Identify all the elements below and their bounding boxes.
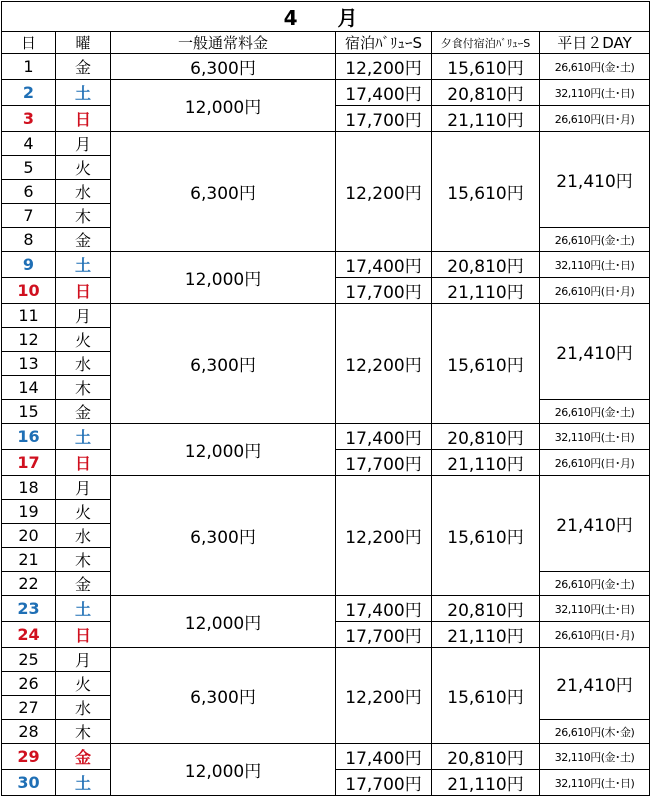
weekday-label: 月	[56, 132, 111, 156]
stay-value-cell: 17,400円	[336, 744, 432, 770]
day-number: 25	[2, 648, 56, 672]
dinner-stay-value-cell: 21,110円	[432, 450, 540, 476]
weekday-2day-cell: 26,610円(日･月)	[540, 106, 650, 132]
stay-value-cell: 17,400円	[336, 424, 432, 450]
general-rate-cell: 12,000円	[111, 80, 336, 132]
weekday-label: 土	[56, 80, 111, 106]
weekday-label: 火	[56, 500, 111, 524]
weekday-2day-cell: 21,410円	[540, 648, 650, 720]
day-number: 17	[2, 450, 56, 476]
stay-value-cell: 17,400円	[336, 80, 432, 106]
general-rate-cell: 6,300円	[111, 476, 336, 596]
month-title: 4 月	[2, 2, 650, 32]
day-number: 5	[2, 156, 56, 180]
day-number: 24	[2, 622, 56, 648]
dinner-stay-value-cell: 15,610円	[432, 476, 540, 596]
stay-value-cell: 17,700円	[336, 622, 432, 648]
day-number: 11	[2, 304, 56, 328]
stay-value-cell: 12,200円	[336, 648, 432, 744]
day-number: 7	[2, 204, 56, 228]
day-number: 9	[2, 252, 56, 278]
day-number: 16	[2, 424, 56, 450]
stay-value-cell: 12,200円	[336, 54, 432, 80]
dinner-stay-value-cell: 20,810円	[432, 596, 540, 622]
table-row	[2, 80, 650, 106]
day-number: 29	[2, 744, 56, 770]
weekday-2day-cell: 26,610円(金･土)	[540, 572, 650, 596]
dinner-stay-value-cell: 21,110円	[432, 278, 540, 304]
table-row	[2, 424, 650, 450]
weekday-label: 水	[56, 524, 111, 548]
general-rate-cell: 6,300円	[111, 304, 336, 424]
weekday-label: 火	[56, 156, 111, 180]
weekday-2day-cell: 32,110円(土･日)	[540, 596, 650, 622]
weekday-label: 日	[56, 622, 111, 648]
dinner-stay-value-cell: 15,610円	[432, 648, 540, 744]
weekday-label: 木	[56, 204, 111, 228]
stay-value-cell: 12,200円	[336, 304, 432, 424]
day-number: 8	[2, 228, 56, 252]
general-rate-cell: 6,300円	[111, 132, 336, 252]
stay-value-cell: 17,700円	[336, 278, 432, 304]
day-number: 18	[2, 476, 56, 500]
stay-value-cell: 12,200円	[336, 132, 432, 252]
weekday-2day-cell: 32,110円(土･日)	[540, 80, 650, 106]
dinner-stay-value-cell: 20,810円	[432, 80, 540, 106]
weekday-label: 水	[56, 352, 111, 376]
general-rate-cell: 6,300円	[111, 648, 336, 744]
weekday-2day-cell: 32,110円(土･日)	[540, 770, 650, 796]
day-number: 27	[2, 696, 56, 720]
weekday-label: 土	[56, 424, 111, 450]
table-row	[2, 132, 650, 156]
weekday-label: 金	[56, 572, 111, 596]
dinner-stay-value-cell: 15,610円	[432, 132, 540, 252]
day-number: 14	[2, 376, 56, 400]
dinner-stay-value-cell: 15,610円	[432, 304, 540, 424]
day-number: 28	[2, 720, 56, 744]
weekday-label: 日	[56, 450, 111, 476]
weekday-label: 火	[56, 672, 111, 696]
weekday-label: 土	[56, 770, 111, 796]
dinner-stay-value-cell: 20,810円	[432, 424, 540, 450]
weekday-label: 水	[56, 180, 111, 204]
dinner-stay-value-cell: 21,110円	[432, 770, 540, 796]
dinner-stay-value-cell: 21,110円	[432, 106, 540, 132]
weekday-2day-cell: 26,610円(木･金)	[540, 720, 650, 744]
table-row	[2, 596, 650, 622]
table-row	[2, 252, 650, 278]
weekday-2day-cell: 26,610円(日･月)	[540, 622, 650, 648]
general-rate-cell: 12,000円	[111, 252, 336, 304]
table-row	[2, 648, 650, 672]
stay-value-cell: 17,700円	[336, 450, 432, 476]
day-number: 19	[2, 500, 56, 524]
weekday-2day-cell: 21,410円	[540, 132, 650, 228]
weekday-label: 月	[56, 476, 111, 500]
weekday-label: 水	[56, 696, 111, 720]
day-number: 23	[2, 596, 56, 622]
header-dinner-stay-value: 夕食付宿泊ﾊﾞﾘｭｰS	[432, 32, 540, 54]
general-rate-cell: 12,000円	[111, 424, 336, 476]
day-number: 3	[2, 106, 56, 132]
stay-value-cell: 17,400円	[336, 252, 432, 278]
header-general-rate: 一般通常料金	[111, 32, 336, 54]
weekday-2day-cell: 26,610円(金･土)	[540, 228, 650, 252]
table-row	[2, 304, 650, 328]
weekday-2day-cell: 32,110円(金･土)	[540, 744, 650, 770]
day-number: 12	[2, 328, 56, 352]
weekday-label: 金	[56, 744, 111, 770]
table-row	[2, 476, 650, 500]
weekday-label: 月	[56, 304, 111, 328]
weekday-label: 金	[56, 228, 111, 252]
weekday-label: 日	[56, 106, 111, 132]
day-number: 10	[2, 278, 56, 304]
header-weekday: 曜	[56, 32, 111, 54]
dinner-stay-value-cell: 20,810円	[432, 252, 540, 278]
day-number: 6	[2, 180, 56, 204]
weekday-label: 金	[56, 54, 111, 80]
weekday-label: 月	[56, 648, 111, 672]
stay-value-cell: 17,700円	[336, 770, 432, 796]
day-number: 30	[2, 770, 56, 796]
table-row	[2, 744, 650, 770]
weekday-2day-cell: 21,410円	[540, 476, 650, 572]
day-number: 13	[2, 352, 56, 376]
stay-value-cell: 17,400円	[336, 596, 432, 622]
header-stay-value: 宿泊ﾊﾞﾘｭｰS	[336, 32, 432, 54]
weekday-2day-cell: 26,610円(金･土)	[540, 400, 650, 424]
weekday-2day-cell: 32,110円(土･日)	[540, 424, 650, 450]
weekday-label: 土	[56, 252, 111, 278]
weekday-label: 金	[56, 400, 111, 424]
stay-value-cell: 17,700円	[336, 106, 432, 132]
weekday-label: 土	[56, 596, 111, 622]
general-rate-cell: 6,300円	[111, 54, 336, 80]
general-rate-cell: 12,000円	[111, 744, 336, 796]
day-number: 21	[2, 548, 56, 572]
stay-value-cell: 12,200円	[336, 476, 432, 596]
header-weekday-2day: 平日２DAY	[540, 32, 650, 54]
dinner-stay-value-cell: 21,110円	[432, 622, 540, 648]
weekday-2day-cell: 26,610円(日･月)	[540, 278, 650, 304]
day-number: 26	[2, 672, 56, 696]
dinner-stay-value-cell: 20,810円	[432, 744, 540, 770]
day-number: 2	[2, 80, 56, 106]
day-number: 15	[2, 400, 56, 424]
price-calendar-table	[1, 1, 650, 796]
day-number: 22	[2, 572, 56, 596]
general-rate-cell: 12,000円	[111, 596, 336, 648]
weekday-label: 日	[56, 278, 111, 304]
weekday-2day-cell: 26,610円(日･月)	[540, 450, 650, 476]
weekday-label: 木	[56, 376, 111, 400]
weekday-label: 火	[56, 328, 111, 352]
weekday-label: 木	[56, 720, 111, 744]
weekday-2day-cell: 32,110円(土･日)	[540, 252, 650, 278]
weekday-label: 木	[56, 548, 111, 572]
header-day: 日	[2, 32, 56, 54]
weekday-2day-cell: 21,410円	[540, 304, 650, 400]
day-number: 1	[2, 54, 56, 80]
weekday-2day-cell: 26,610円(金･土)	[540, 54, 650, 80]
day-number: 4	[2, 132, 56, 156]
dinner-stay-value-cell: 15,610円	[432, 54, 540, 80]
table-row	[2, 54, 650, 80]
day-number: 20	[2, 524, 56, 548]
